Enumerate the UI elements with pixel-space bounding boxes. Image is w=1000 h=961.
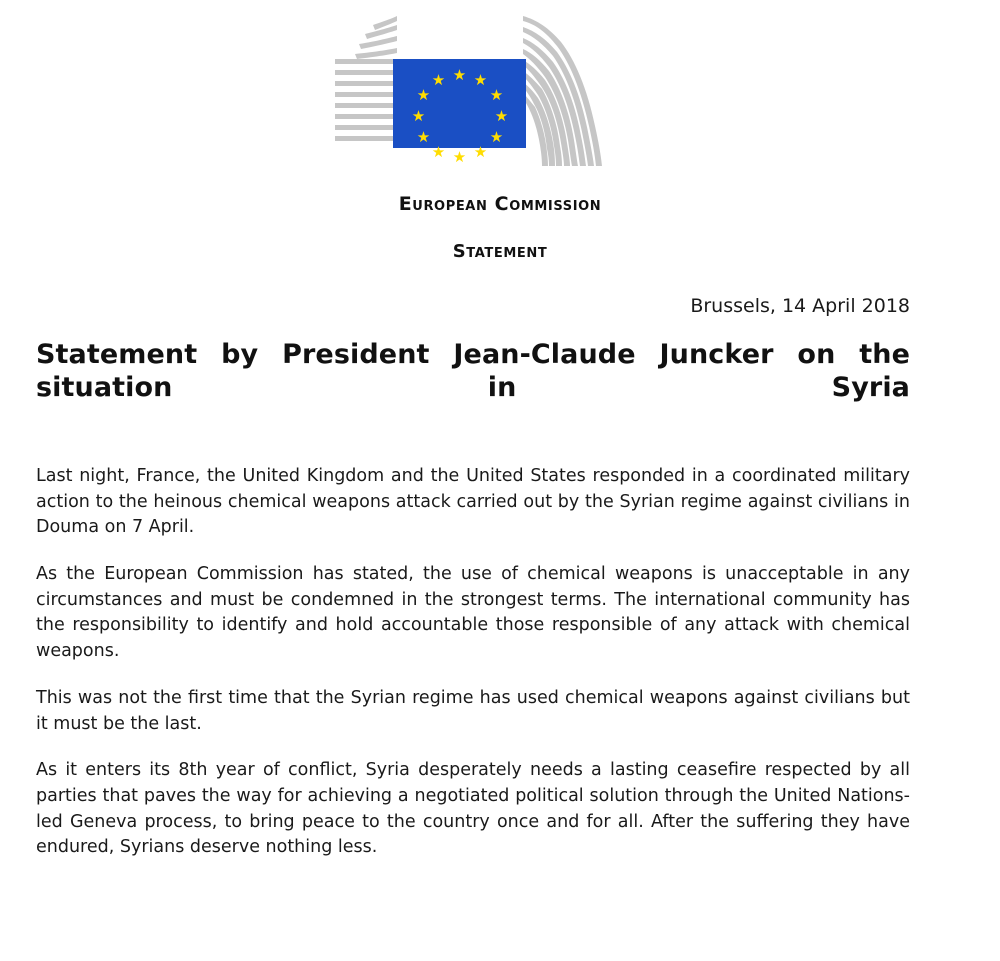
document-type-label: Statement <box>452 241 548 262</box>
eu-star: ★ <box>416 86 431 104</box>
eu-star: ★ <box>489 86 504 104</box>
european-commission-logo <box>335 14 665 169</box>
document-content <box>0 295 1000 861</box>
eu-star: ★ <box>452 148 467 166</box>
logo-swoosh-right-icon <box>523 14 665 169</box>
logo-block <box>0 0 1000 169</box>
eu-star: ★ <box>473 71 488 89</box>
eu-flag <box>393 59 526 166</box>
eu-star: ★ <box>452 66 467 84</box>
body-paragraph: This was not the first time that the Syrian regime has used chemical weapons against civilians but it must be the last. <box>36 687 910 734</box>
eu-star: ★ <box>431 143 446 161</box>
eu-star: ★ <box>431 71 446 89</box>
eu-star: ★ <box>489 128 504 146</box>
eu-star: ★ <box>494 107 509 125</box>
body-paragraph: As it enters its 8th year of conflict, Syria desperately needs a lasting ceasefire respected by all parties that paves the way for achieving a negotiated political solution through the United Nations-led Geneva process, to bring peace to the country once and for all. After the suffering they have endured, Syrians deserve nothing less. <box>36 760 910 858</box>
eu-star: ★ <box>411 107 426 125</box>
page-title: Statement by President Jean-Claude Juncker on the situation in Syria <box>36 339 910 403</box>
organisation-title: European Commission <box>398 193 602 215</box>
dateline: Brussels, 14 April 2018 <box>690 295 910 317</box>
eu-star: ★ <box>473 143 488 161</box>
body-paragraph: Last night, France, the United Kingdom and the United States responded in a coordinated military action to the heinous chemical weapons attack carried out by the Syrian regime against civilians in Douma on 7 April. <box>36 465 910 538</box>
eu-star: ★ <box>416 128 431 146</box>
body-paragraph: As the European Commission has stated, the use of chemical weapons is unacceptable in any circumstances and must be condemned in the strongest terms. The international community has the responsibility to identify and hold accountable those responsible of any attack with chemical weapons. <box>36 563 910 662</box>
